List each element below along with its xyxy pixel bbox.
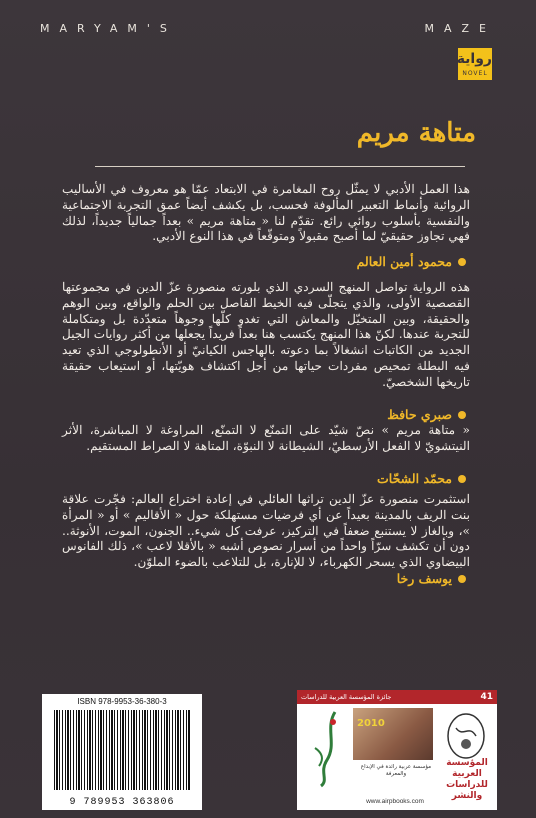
logo-english: NOVEL [462, 70, 488, 77]
series-title [40, 22, 496, 35]
author-photo [353, 708, 433, 760]
bullet-icon [458, 411, 466, 419]
review-author-1 [357, 254, 466, 269]
publisher-top-bar [297, 690, 497, 704]
author-name: صبري حافظ [387, 407, 452, 422]
title-divider [95, 166, 465, 167]
bullet-icon [458, 475, 466, 483]
author-name: يوسف رخا [396, 571, 452, 586]
logo-arabic: رواية [456, 51, 492, 67]
review-author-2 [387, 407, 466, 422]
bullet-icon [458, 258, 466, 266]
bullet-icon [458, 575, 466, 583]
publisher-tagline: مؤسسة عربية رائدة في الإبداع والمعرفة [360, 764, 432, 777]
isbn-barcode-panel [42, 694, 202, 810]
publisher-top-text: جائزة المؤسسة العربية للدراسات [301, 693, 392, 701]
author-name: محمّد الشحّات [377, 471, 452, 486]
publisher-panel [297, 690, 497, 810]
book-title: متاهة مريم [356, 118, 476, 148]
isbn-label: ISBN 978-9953-36-380-3 [77, 697, 167, 706]
review-text-1: هذا العمل الأدبي لا يمثّل روح المغامرة في الابتعاد عمّا هو معروف في الأساليب الروائية وأنماط التعبير المألوفة فحسب، بل يكشف أيضاً عمق التجربة الاجتماعية والنفسية بأسلوب روائي رائع. تقدّم لنا « متاهة مريم » بعداً جمالياً جديداً، لذلك فهي تجاوز حقيقيّ لما أصبح مقبولاً ومتوقّعاً في هذا النوع الأدبي. [62, 182, 470, 244]
barcode-number: 9 789953 363806 [69, 797, 175, 808]
barcode-icon [54, 710, 190, 790]
review-text-3: « متاهة مريم » نصّ شيّد على التمنّع لا التمنّع، المراوغة لا المباشرة، الأثر النيتشويّ لا الفعل الأرسطيّ، الشيطانة لا النبوّة، المتاهة لا الصراط المستقيم. [62, 423, 470, 453]
review-author-3 [377, 471, 466, 486]
sketch-icon [441, 708, 491, 763]
review-author-4 [397, 571, 466, 586]
badge-number: 41 [480, 692, 493, 702]
review-text-2: هذه الرواية تواصل المنهج السردي الذي بلورته منصورة عزّ الدين في مجموعتها القصصية الأولى، والذي يتجلّى فيه الخيط الفاصل بين الحلم والواقع، وبين الوهم والحقيقة، وبين المتخيّل والمعاش التي تغدو كلّها وجوهاً متعدّدة بل ومتكاملة للتجربة عندها. لكنّ هذا المنهج يكتسب هنا بعداً فريداً يجعلها من أكثر روايات الجيل الجديد من الكاتبات انشغالاً بما دعوته بالهاجس الكيانيّ أو الأنطولوجي الذي تعيد فيه البطلة تمحيص مفردات حياتها من أجل اكتشاف هويّتها، أو استيعاب حقيقة تاريخها الشخصيّ. [62, 280, 470, 389]
publisher-name: المؤسسة العربية للدراسات والنشر [446, 758, 488, 801]
photo-caption: 2010 [357, 718, 385, 729]
review-text-4: استثمرت منصورة عزّ الدين تراثها العائلي في إعادة اختراع العالم: فجّرت علاقة بنت الريف بالمدينة بعيداً عن أي فرضيات مستهلكة حول « الأقاليم » أو « المرأة »، وبالغاز لا يستنبع ضعفاً في التركيز، عرفت كل شيء.. الجنون، الموت، الأنوثة.. دون أن تكشف سرّاً واحداً من أسرار نصوص أشبه « بالأقلا لاعب »، ذلك الفانوس البيضاوي الذي يسحر الكهرباء، لا للإنارة، بل للتلاعب بالضوء الملوّن. [62, 492, 470, 570]
series-title-right: MAZE [424, 22, 496, 35]
series-title-left: MARYAM'S [40, 22, 177, 35]
author-name: محمود أمين العالم [356, 254, 452, 269]
publisher-url: www.airpbooks.com [366, 798, 424, 805]
calligraphy-icon [307, 708, 345, 788]
novel-logo [458, 48, 492, 80]
